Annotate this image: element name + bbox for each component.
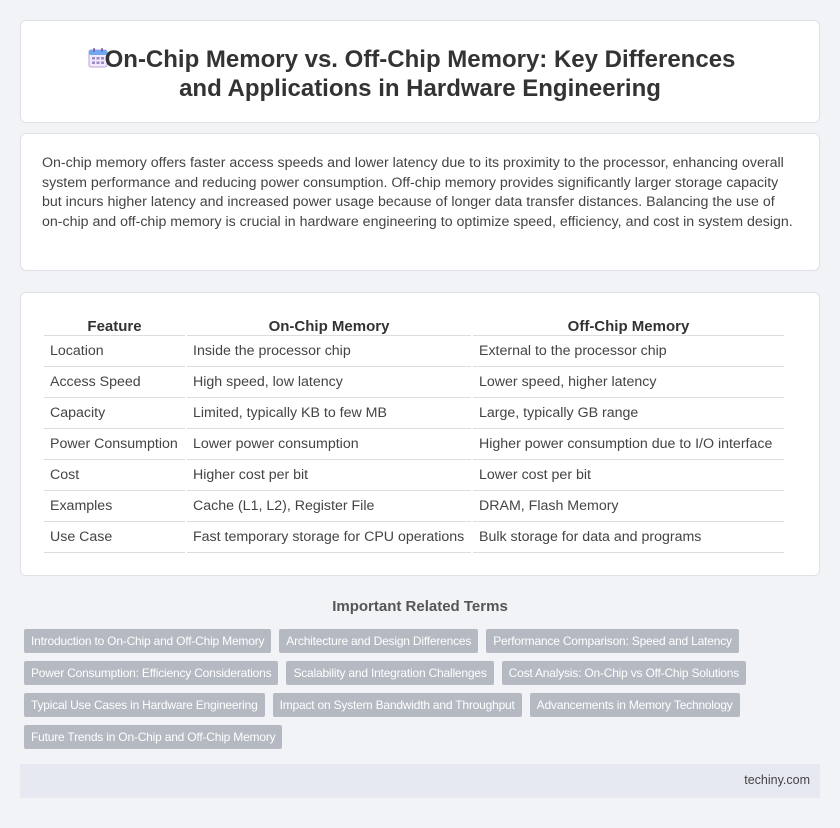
footer-site-name[interactable]: techiny.com xyxy=(744,773,810,787)
table-cell: Cache (L1, L2), Register File xyxy=(187,491,471,522)
table-cell: Location xyxy=(44,336,185,367)
table-cell: Bulk storage for data and programs xyxy=(473,522,784,553)
table-cell: DRAM, Flash Memory xyxy=(473,491,784,522)
table-cell: Higher power consumption due to I/O interface xyxy=(473,429,784,460)
related-term-tag[interactable]: Introduction to On-Chip and Off-Chip Memory xyxy=(24,629,271,653)
header-feature: Feature xyxy=(44,313,185,336)
table-cell: Cost xyxy=(44,460,185,491)
table-cell: Large, typically GB range xyxy=(473,398,784,429)
summary-paragraph: On-chip memory offers faster access speeds and lower latency due to its proximity to the processor, enhancing overall system performance and reducing power consumption. Off-chip memory provides significantly larger storage capacity but incurs higher latency and increased power usage because of longer data transfer distances. Balancing the use of on-chip and off-chip memory is crucial in hardware engineering to optimize speed, efficiency, and cost in system design. xyxy=(42,155,793,230)
table-cell: Lower power consumption xyxy=(187,429,471,460)
table-cell: Higher cost per bit xyxy=(187,460,471,491)
tag-row xyxy=(24,693,824,717)
related-term-tag[interactable]: Scalability and Integration Challenges xyxy=(286,661,493,685)
table-cell: Access Speed xyxy=(44,367,185,398)
tag-row xyxy=(24,629,824,653)
table-cell: Power Consumption xyxy=(44,429,185,460)
related-term-tag[interactable]: Impact on System Bandwidth and Throughput xyxy=(273,693,522,717)
title-card xyxy=(20,20,820,123)
table-row xyxy=(44,367,784,398)
tag-row xyxy=(24,725,824,749)
table-cell: Limited, typically KB to few MB xyxy=(187,398,471,429)
table-row xyxy=(44,336,784,367)
related-term-tag[interactable]: Cost Analysis: On-Chip vs Off-Chip Solutions xyxy=(502,661,746,685)
table-row xyxy=(44,398,784,429)
table-header-row xyxy=(44,313,784,336)
table-row xyxy=(44,429,784,460)
summary-card xyxy=(20,133,820,271)
tag-row xyxy=(24,661,824,685)
header-off-chip: Off-Chip Memory xyxy=(473,313,784,336)
related-terms-heading: Important Related Terms xyxy=(332,598,508,615)
header-on-chip: On-Chip Memory xyxy=(187,313,471,336)
table-row xyxy=(44,491,784,522)
related-term-tag[interactable]: Typical Use Cases in Hardware Engineering xyxy=(24,693,265,717)
footer xyxy=(20,764,820,798)
table-cell: High speed, low latency xyxy=(187,367,471,398)
table-cell: Capacity xyxy=(44,398,185,429)
related-term-tag[interactable]: Performance Comparison: Speed and Latency xyxy=(486,629,739,653)
table-cell: Use Case xyxy=(44,522,185,553)
table-cell: Inside the processor chip xyxy=(187,336,471,367)
related-term-tag[interactable]: Architecture and Design Differences xyxy=(279,629,478,653)
table-cell: Lower cost per bit xyxy=(473,460,784,491)
table-cell: Fast temporary storage for CPU operations xyxy=(187,522,471,553)
comparison-table xyxy=(42,313,786,553)
related-terms-list xyxy=(24,629,824,757)
table-cell: Lower speed, higher latency xyxy=(473,367,784,398)
page-title: On-Chip Memory vs. Off-Chip Memory: Key Differences and Applications in Hardware Engineering xyxy=(104,46,736,102)
table-row xyxy=(44,460,784,491)
table-row xyxy=(44,522,784,553)
related-term-tag[interactable]: Advancements in Memory Technology xyxy=(530,693,740,717)
table-cell: External to the processor chip xyxy=(473,336,784,367)
comparison-table-card xyxy=(20,292,820,576)
table-cell: Examples xyxy=(44,491,185,522)
related-term-tag[interactable]: Power Consumption: Efficiency Considerations xyxy=(24,661,278,685)
related-term-tag[interactable]: Future Trends in On-Chip and Off-Chip Memory xyxy=(24,725,282,749)
